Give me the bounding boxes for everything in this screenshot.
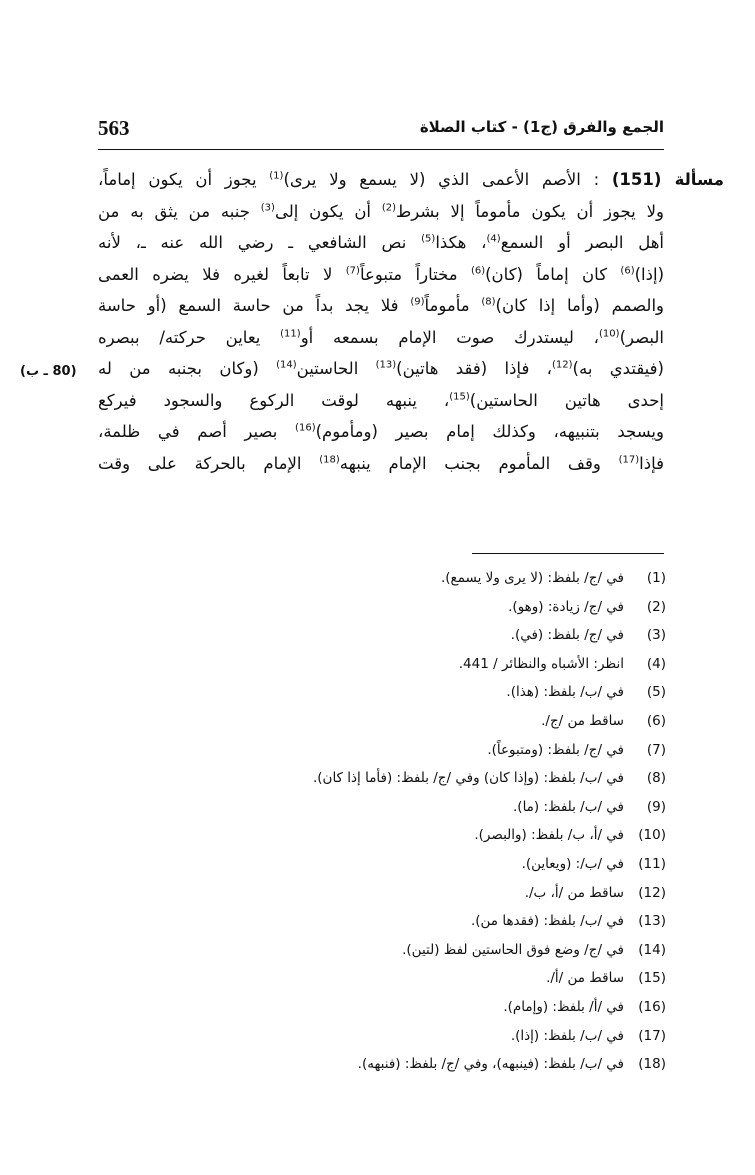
page-number: 563 <box>98 116 130 140</box>
footnote-text: في /ج/ بلفظ: (لا يرى ولا يسمع). <box>441 570 624 586</box>
footnote-item <box>200 764 666 793</box>
footnote-ref: (10) <box>599 328 620 339</box>
text-line <box>98 227 664 259</box>
footnote-number: (11) <box>638 855 666 872</box>
footnote-text: في /أ، ب/ بلفظ: (والبصر). <box>474 827 624 844</box>
footnote-text: في /ج/ بلفظ: (في). <box>510 627 624 644</box>
footnote-item <box>200 1022 666 1051</box>
footnote-number: (13) <box>638 913 666 930</box>
page-header <box>98 116 664 146</box>
text-segment: أن يكون إلى <box>274 201 382 221</box>
text-segment: الحاستين <box>296 359 376 378</box>
text-segment: (إذا) <box>634 264 664 284</box>
footnote-item <box>200 564 666 593</box>
footnote-text: ساقط من /ج/. <box>541 712 624 729</box>
text-line <box>98 322 664 354</box>
text-segment: يعاين حركته/ ببصره <box>98 327 281 347</box>
main-text <box>98 164 724 479</box>
footnote-text: في /ب/ بلفظ: (هذا). <box>506 684 624 701</box>
text-line <box>98 290 664 322</box>
footnote-number: (5) <box>646 684 666 701</box>
footnote-ref: (8) <box>481 296 496 308</box>
text-segment: فلا يجد بداً من حاسة السمع (أو حاسة <box>98 296 411 315</box>
footnote-text: في /ج/ زيادة: (وهو). <box>508 598 624 615</box>
footnote-ref: (6) <box>620 265 635 276</box>
text-segment: والصمم (وأما إذا كان) <box>495 296 664 315</box>
footnote-number: (18) <box>638 1056 666 1073</box>
footnote-text: في /ج/ وضع فوق الحاستين لفظ (لتين). <box>402 941 624 958</box>
footnote-number: (7) <box>646 741 666 758</box>
footnote-ref: (9) <box>410 296 425 308</box>
footnote-number: (17) <box>638 1027 666 1044</box>
footnote-text: انظر: الأشباه والنظائر / 441. <box>458 655 624 672</box>
footnote-item <box>200 993 666 1022</box>
footnote-item <box>200 678 666 707</box>
text-line <box>98 416 664 448</box>
footnote-number: (8) <box>646 770 666 787</box>
text-segment: ، ليستدرك صوت الإمام بسمعه أو <box>300 327 600 347</box>
footnote-text: في /ب/: (ويعاين). <box>521 855 624 872</box>
footnote-text: في /ب/ بلفظ: (فينبهه)، وفي /ج/ بلفظ: (فنبهه). <box>357 1056 624 1073</box>
footnote-number: (14) <box>638 941 666 958</box>
text-segment: ، هكذا <box>435 233 487 252</box>
footnote-number: (4) <box>646 655 666 672</box>
text-segment: نص الشافعي ـ رضي الله عنه ـ، لأنه <box>98 233 422 252</box>
footnote-text: في /ج/ بلفظ: (ومتبوعاً). <box>487 741 624 758</box>
footnote-item <box>200 850 666 879</box>
running-head: الجمع والفرق (ج1) - كتاب الصلاة <box>419 118 664 136</box>
footnote-item <box>200 650 666 679</box>
footnote-text: في /ب/ بلفظ: (إذا). <box>510 1027 624 1044</box>
footnote-number: (3) <box>646 627 666 644</box>
text-segment: مختاراً متبوعاً <box>359 264 471 284</box>
footnotes-list <box>200 564 666 1079</box>
text-line <box>98 353 664 385</box>
text-segment: ويسجد بتنبيهه، وكذلك إمام بصير (ومأموم) <box>315 422 664 441</box>
footnote-item <box>200 736 666 765</box>
footnote-number: (15) <box>638 970 666 987</box>
footnote-text: في /ب/ بلفظ: (وإذا كان) وفي /ج/ بلفظ: (فأما إذا كان). <box>312 770 624 787</box>
text-line <box>98 385 664 417</box>
footnote-item <box>200 907 666 936</box>
text-segment: بصير أصم في ظلمة، <box>98 422 296 441</box>
footnote-text: ساقط من /أ/. <box>546 970 624 987</box>
footnote-ref: (14) <box>276 359 297 371</box>
footnote-ref: (2) <box>381 202 397 213</box>
text-segment: كان إماماً (كان) <box>485 264 621 284</box>
footnote-ref: (3) <box>260 202 275 213</box>
text-segment: مأموماً <box>424 296 482 315</box>
text-segment: البصر) <box>619 327 665 347</box>
footnote-ref: (16) <box>295 422 316 434</box>
footnote-item <box>200 1050 666 1079</box>
footnote-item <box>200 964 666 993</box>
text-segment: جنبه من يثق به من <box>98 201 261 221</box>
footnote-ref: (12) <box>552 359 573 371</box>
text-segment: فإذا <box>639 453 665 473</box>
footnote-number: (2) <box>646 598 666 615</box>
text-segment: وقف المأموم بجنب الإمام ينبهه <box>339 453 619 473</box>
footnote-item <box>200 793 666 822</box>
text-segment: : الأصم الأعمى الذي (لا يسمع ولا يرى) <box>283 170 612 189</box>
footnote-ref: (11) <box>280 328 301 339</box>
footnote-ref: (15) <box>449 391 470 402</box>
footnote-item <box>200 707 666 736</box>
footnote-text: في /أ/ بلفظ: (وإمام). <box>503 998 624 1015</box>
text-segment: أهل البصر أو السمع <box>500 233 665 252</box>
header-rule <box>98 149 664 150</box>
text-segment: يجوز أن يكون إماماً، <box>98 170 270 189</box>
text-segment: إحدى هاتين الحاستين) <box>469 390 665 410</box>
footnote-item <box>200 936 666 965</box>
footnote-item <box>200 621 666 650</box>
footnote-ref: (6) <box>470 265 486 276</box>
footnote-ref: (4) <box>486 233 501 245</box>
text-line <box>98 164 724 196</box>
text-segment: لا تابعاً لغيره فلا يضره العمى <box>98 264 346 284</box>
footnote-item <box>200 821 666 850</box>
footnote-number: (6) <box>646 712 666 729</box>
footnote-ref: (1) <box>269 170 284 182</box>
text-segment: (وكان بجنبه من له <box>98 359 277 378</box>
footnote-number: (16) <box>638 998 666 1015</box>
footnote-ref: (5) <box>421 233 436 245</box>
footnote-item <box>200 879 666 908</box>
text-segment: ولا يجوز أن يكون مأموماً إلا بشرط <box>396 201 664 221</box>
footnote-text: في /ب/ بلفظ: (فقدها من). <box>470 913 624 930</box>
text-line <box>98 259 664 291</box>
footnote-ref: (7) <box>345 265 360 276</box>
margin-note: (80 ـ ب) <box>20 364 77 379</box>
footnote-ref: (17) <box>618 454 640 465</box>
footnote-ref: (13) <box>375 359 397 371</box>
footnote-ref: (18) <box>319 454 340 465</box>
footnote-number: (9) <box>646 798 666 815</box>
text-segment: (فيقتدي به) <box>572 359 664 378</box>
footnote-rule <box>472 553 664 554</box>
text-line <box>98 448 664 480</box>
footnote-text: ساقط من /أ، ب/. <box>524 884 624 901</box>
footnote-number: (12) <box>638 884 666 901</box>
issue-label: مسألة (151) <box>611 170 724 189</box>
text-segment: ، فإذا (فقد هاتين) <box>396 359 552 378</box>
text-segment: الإمام بالحركة على وقت <box>98 453 320 473</box>
footnote-number: (1) <box>646 570 666 586</box>
footnote-text: في /ب/ بلفظ: (ما). <box>513 798 624 815</box>
footnote-number: (10) <box>638 827 666 844</box>
footnote-item <box>200 593 666 622</box>
text-segment: ، ينبهه لوقت الركوع والسجود فيركع <box>98 390 450 410</box>
text-line <box>98 196 664 228</box>
